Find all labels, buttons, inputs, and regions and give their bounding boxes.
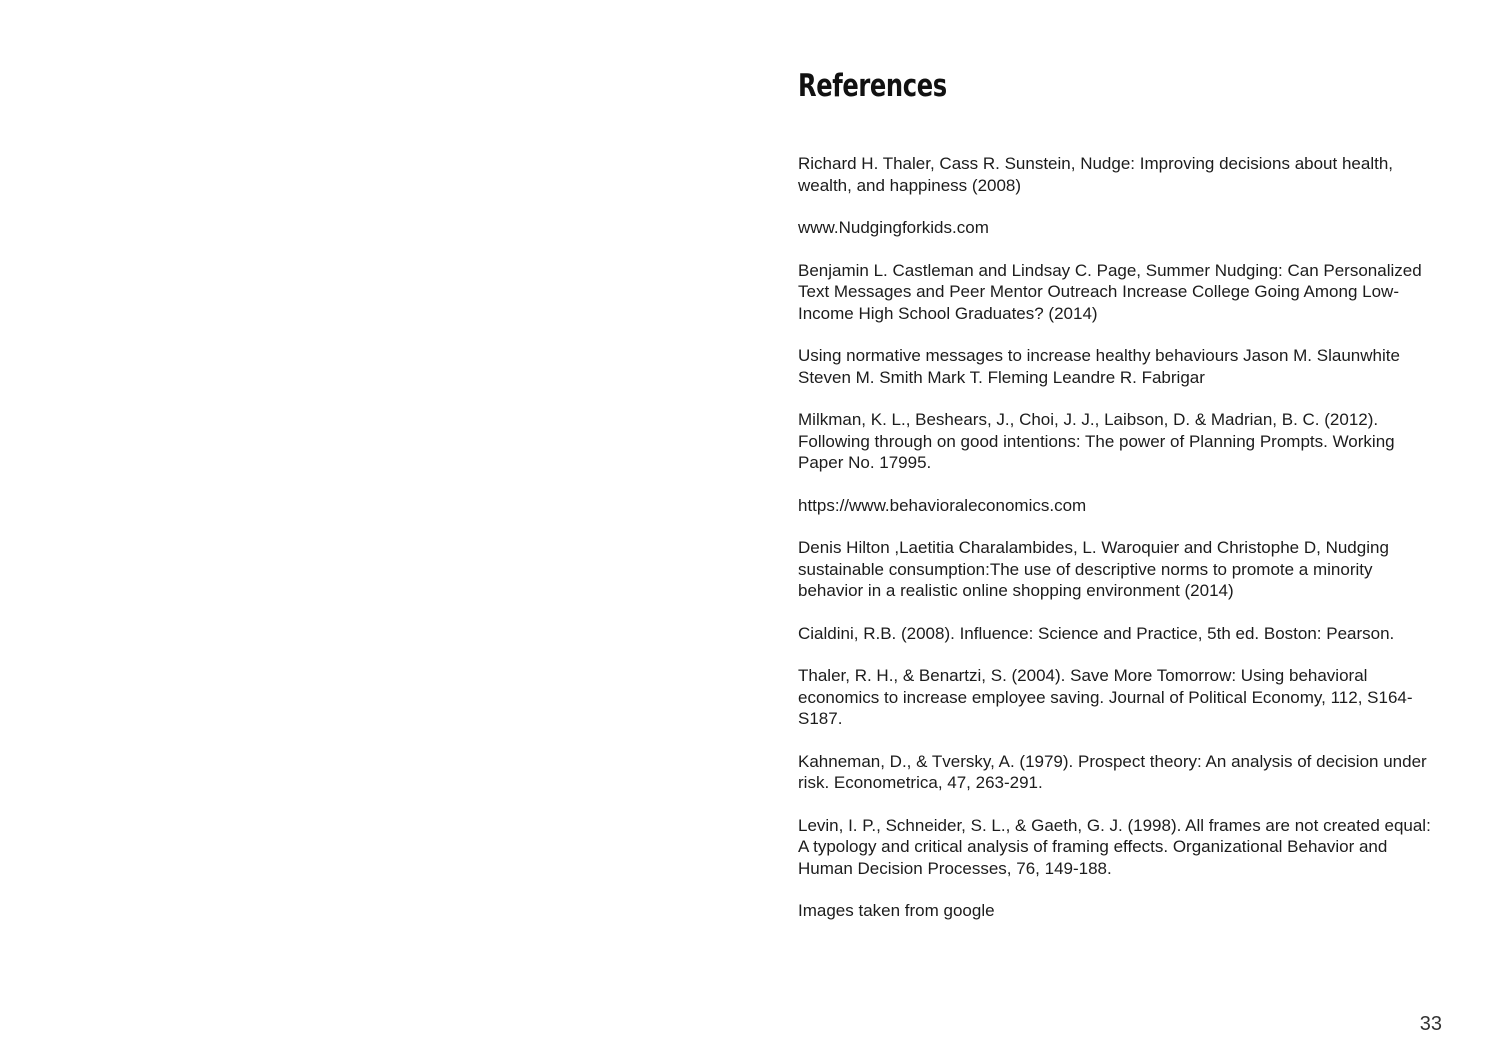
- reference-item: Cialdini, R.B. (2008). Influence: Science and Practice, 5th ed. Boston: Pearson.: [798, 623, 1395, 643]
- reference-item: Kahneman, D., & Tversky, A. (1979). Prospect theory: An analysis of decision under risk. Econometrica, 47, 263-291.: [798, 751, 1427, 792]
- reference-item: www.Nudgingforkids.com: [798, 218, 989, 237]
- reference-item: Richard H. Thaler, Cass R. Sunstein, Nudge: Improving decisions about health, wealth, and happiness (2008): [798, 154, 1393, 195]
- reference-item: Thaler, R. H., & Benartzi, S. (2004). Save More Tomorrow: Using behavioral economics to increase employee saving. Journal of Political Economy, 112, S164-S187.: [798, 666, 1413, 728]
- reference-item: Milkman, K. L., Beshears, J., Choi, J. J., Laibson, D. & Madrian, B. C. (2012). Following through on good intentions: The power of Planning Prompts. Working Paper No. 17995.: [798, 410, 1395, 472]
- reference-item: Images taken from google: [798, 901, 995, 920]
- page-number: 33: [1419, 1013, 1442, 1035]
- reference-item: Using normative messages to increase healthy behaviours Jason M. Slaunwhite Steven M. Smith Mark T. Fleming Leandre R. Fabrigar: [798, 346, 1400, 387]
- reference-item: Denis Hilton ,Laetitia Charalambides, L. Waroquier and Christophe D, Nudging sustainable consumption:The use of descriptive norms to promote a minority behavior in a realistic online shopping environment (2014): [798, 538, 1389, 600]
- reference-item: Levin, I. P., Schneider, S. L., & Gaeth, G. J. (1998). All frames are not created equal: A typology and critical analysis of framing effects. Organizational Behavior and Human Decision Processes, 76, 149-188.: [798, 815, 1431, 878]
- reference-list: [798, 153, 1438, 943]
- page-title: References: [798, 68, 947, 104]
- reference-item: Benjamin L. Castleman and Lindsay C. Page, Summer Nudging: Can Personalized Text Messages and Peer Mentor Outreach Increase College Going Among Low-Income High School Graduates? (2014): [798, 260, 1422, 323]
- right-page: [750, 0, 1500, 1060]
- reference-item: https://www.behavioraleconomics.com: [798, 495, 1087, 515]
